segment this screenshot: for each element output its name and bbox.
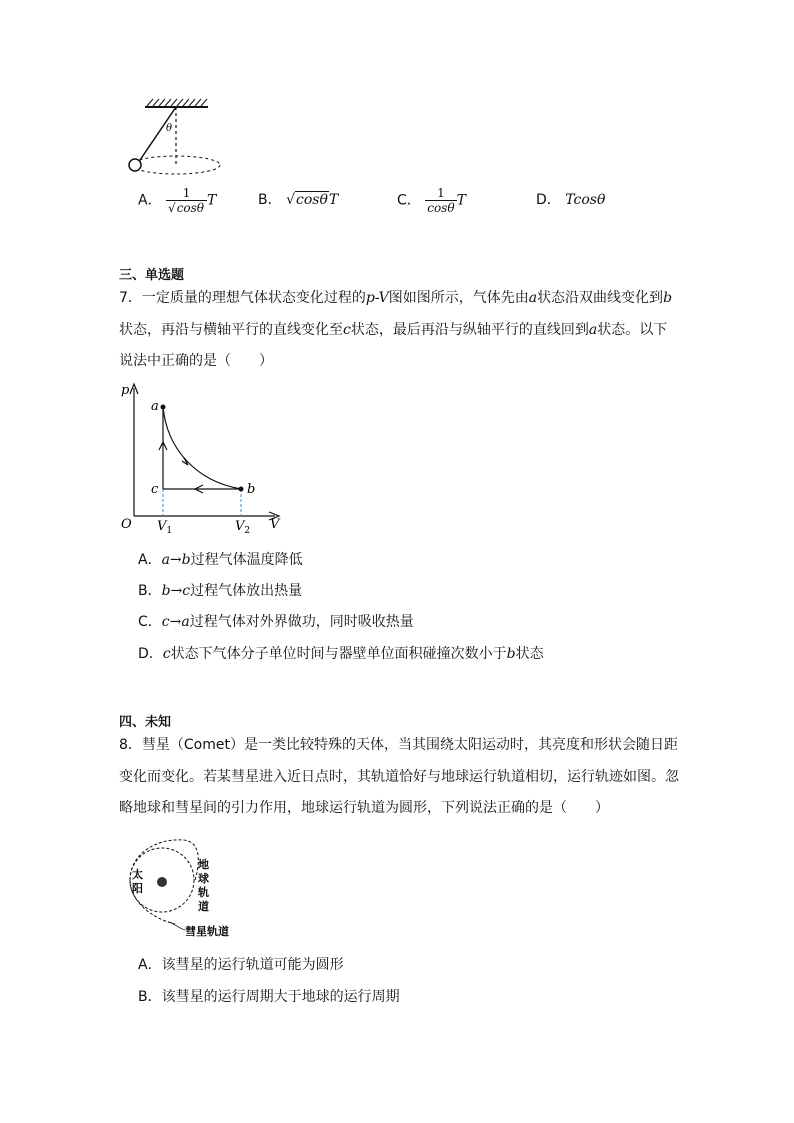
point-a-label: a	[151, 399, 159, 414]
q7-option-a[interactable]: A．a→b过程气体温度降低	[138, 552, 303, 568]
point-b-label: b	[247, 482, 256, 497]
q8-stem-line1: 8．彗星（Comet）是一类比较特殊的天体，当其围绕太阳运动时，其亮度和形状会随日距	[119, 737, 678, 753]
q7-option-b[interactable]: B．b→c过程气体放出热量	[138, 583, 303, 599]
section-title-single-choice: 三、单选题	[119, 268, 185, 283]
comet-orbit-label: 彗星轨道	[185, 925, 229, 938]
q6-option-a[interactable]: A． $\frac{1}{√\cos\theta}$ T	[138, 186, 217, 215]
hyperbola-a-to-b	[163, 407, 241, 489]
q6-option-c[interactable]: C． $\frac{1}{\cos\theta}$ T	[397, 186, 466, 215]
q6-option-b[interactable]: B． √cosθT	[258, 192, 339, 208]
origin-label: O	[121, 517, 132, 532]
q8-stem-line3: 略地球和彗星间的引力作用，地球运行轨道为圆形，下列说法正确的是（ ）	[119, 800, 609, 816]
angle-theta-label: θ	[166, 123, 173, 134]
earth-orbit-label-3: 轨	[198, 886, 209, 899]
point-c-label: c	[151, 482, 159, 497]
p-axis-label: p	[121, 383, 130, 398]
sun-label-1: 太	[132, 868, 143, 881]
q7-stem-line3: 说法中正确的是（ ）	[119, 353, 273, 369]
earth-orbit-label-4: 道	[198, 900, 209, 913]
q7-option-c[interactable]: C．c→a过程气体对外界做功，同时吸收热量	[138, 614, 414, 630]
earth-orbit-label-1: 地	[198, 858, 209, 871]
q7-stem-line1: 7．一定质量的理想气体状态变化过程的p-V图如图所示，气体先由a状态沿双曲线变化到b	[119, 290, 673, 306]
pv-diagram	[115, 378, 285, 536]
v-axis-label: V	[270, 517, 280, 532]
sun-label-2: 阳	[132, 882, 143, 895]
sun	[157, 877, 167, 887]
q8-option-b[interactable]: B．该彗星的运行周期大于地球的运行周期	[138, 989, 400, 1005]
v2-label: $V_2$	[235, 519, 251, 536]
orbit-figure	[115, 830, 255, 942]
q6-option-d[interactable]: D． Tcosθ	[536, 192, 606, 208]
conical-pendulum-figure	[120, 95, 230, 185]
q8-option-a[interactable]: A．该彗星的运行轨道可能为圆形	[138, 957, 344, 973]
section-title-unknown: 四、未知	[119, 715, 172, 730]
v1-label: $V_1$	[157, 519, 173, 536]
earth-orbit-label-2: 球	[198, 872, 209, 885]
q7-stem-line2: 状态，再沿与横轴平行的直线变化至c状态，最后再沿与纵轴平行的直线回到a状态。以下	[119, 322, 668, 338]
q8-stem-line2: 变化而变化。若某彗星进入近日点时，其轨道恰好与地球运行轨道相切，运行轨迹如图。忽	[119, 769, 679, 785]
q7-option-d[interactable]: D．c状态下气体分子单位时间与器壁单位面积碰撞次数小于b状态	[138, 646, 544, 662]
